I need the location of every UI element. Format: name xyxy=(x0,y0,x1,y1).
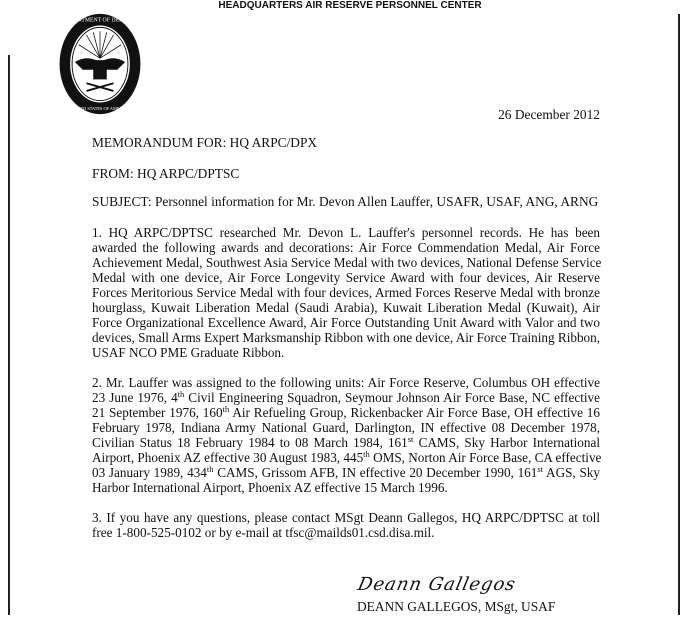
page-border-right xyxy=(678,14,680,615)
ordinal-suffix: th xyxy=(206,464,214,474)
paragraph-line xyxy=(92,285,600,300)
paragraph-3-contact xyxy=(92,510,600,540)
paragraph-line xyxy=(92,240,600,255)
line-text: Medal with one device, Air Force Longevity Service Award with four devices, Air Reserve xyxy=(92,270,600,285)
paragraph-line xyxy=(92,315,600,330)
line-text: hourglass, Kuwait Liberation Medal (Saudi Arabia), Kuwait Liberation Medal (Kuwait), Air xyxy=(92,300,600,315)
line-text: 21 September 1976, 160 xyxy=(92,405,223,420)
line-text: Civil Engineering Squadron, Seymour Johnson Air Force Base, NC effective xyxy=(184,390,600,405)
paragraph-line xyxy=(92,225,600,240)
paragraph-2-assignments xyxy=(92,375,600,495)
dod-seal-logo xyxy=(56,12,144,116)
paragraph-line xyxy=(92,465,600,480)
memo-subject: SUBJECT: Personnel information for Mr. Devon Allen Lauffer, USAFR, USAF, ANG, ARNG xyxy=(92,194,599,209)
paragraph-1-awards xyxy=(92,225,600,360)
paragraph-line xyxy=(92,270,600,285)
paragraph-line xyxy=(92,375,600,390)
memo-date: 26 December 2012 xyxy=(498,107,600,122)
line-text: USAF NCO PME Graduate Ribbon. xyxy=(92,345,285,360)
line-text: CAMS, Grissom AFB, IN effective 20 December 1990, 161 xyxy=(213,465,538,480)
line-text: February 1978, Indiana Army National Guard, Darlington, IN effective 08 December 1978, xyxy=(92,420,600,435)
paragraph-line xyxy=(92,390,600,405)
line-text: Airport, Phoenix AZ effective 30 August 1983, 445 xyxy=(92,450,364,465)
line-text: 2. Mr. Lauffer was assigned to the following units: Air Force Reserve, Columbus OH effective xyxy=(92,375,600,390)
line-text: free 1-800-525-0102 or by e-mail at tfsc@mailds01.csd.disa.mil. xyxy=(92,525,435,540)
paragraph-line xyxy=(92,420,600,435)
line-text: Air Refueling Group, Rickenbacker Air Force Base, OH effective 16 xyxy=(229,405,600,420)
paragraph-line xyxy=(92,255,600,270)
line-text: Forces Meritorious Service Medal with four devices, Armed Forces Reserve Medal with bronze xyxy=(92,285,600,300)
paragraph-line xyxy=(92,300,600,315)
seal-text-top: DEPARTMENT OF DEFENSE xyxy=(63,17,137,24)
letterhead-org-line: HEADQUARTERS AIR RESERVE PERSONNEL CENTER xyxy=(218,0,482,11)
handwritten-signature: Deann Gallegos xyxy=(355,574,518,595)
seal-text-bottom: UNITED STATES OF AMERICA xyxy=(70,106,130,112)
paragraph-line xyxy=(92,480,600,495)
line-text: OMS, Norton Air Force Base, CA effective xyxy=(369,450,602,465)
line-text: Achievement Medal, Southwest Asia Service Medal with two devices, National Defense Service xyxy=(92,255,602,270)
paragraph-line xyxy=(92,435,600,450)
memo-for: MEMORANDUM FOR: HQ ARPC/DPX xyxy=(92,135,318,150)
line-text: 03 January 1989, 434 xyxy=(92,465,207,480)
ordinal-suffix: th xyxy=(363,449,370,459)
ordinal-suffix: st xyxy=(407,434,414,444)
line-text: CAMS, Sky Harbor International xyxy=(413,435,600,450)
line-text: 1. HQ ARPC/DPTSC researched Mr. Devon L. Lauffer's personnel records. He has been xyxy=(92,225,600,240)
line-text: 23 June 1976, 4 xyxy=(92,390,178,405)
line-text: Civilian Status 18 February 1984 to 08 March 1984, 161 xyxy=(92,435,408,450)
line-text: 3. If you have any questions, please contact MSgt Deann Gallegos, HQ ARPC/DPTSC at toll xyxy=(92,510,600,525)
ordinal-suffix: th xyxy=(177,389,185,399)
line-text: devices, Small Arms Expert Marksmanship Ribbon with one device, Air Force Training Ribbon, xyxy=(92,330,601,345)
ordinal-suffix: th xyxy=(222,404,230,414)
paragraph-line xyxy=(92,330,600,345)
line-text: AGS, Sky xyxy=(543,465,600,480)
paragraph-line xyxy=(92,345,600,360)
ordinal-suffix: st xyxy=(537,464,544,474)
paragraph-line xyxy=(92,450,600,465)
line-text: Force Organizational Excellence Award, Air Force Outstanding Unit Award with Valor and two xyxy=(92,315,600,330)
memo-from: FROM: HQ ARPC/DPTSC xyxy=(92,166,240,181)
paragraph-line xyxy=(92,525,600,540)
signature-name-block: DEANN GALLEGOS, MSgt, USAF xyxy=(357,599,556,614)
page-border-left xyxy=(8,55,10,615)
paragraph-line xyxy=(92,405,600,420)
line-text: Harbor International Airport, Phoenix AZ effective 15 March 1996. xyxy=(92,480,448,495)
paragraph-line xyxy=(92,510,600,525)
line-text: awarded the following awards and decorations: Air Force Commendation Medal, Air Force xyxy=(92,240,600,255)
